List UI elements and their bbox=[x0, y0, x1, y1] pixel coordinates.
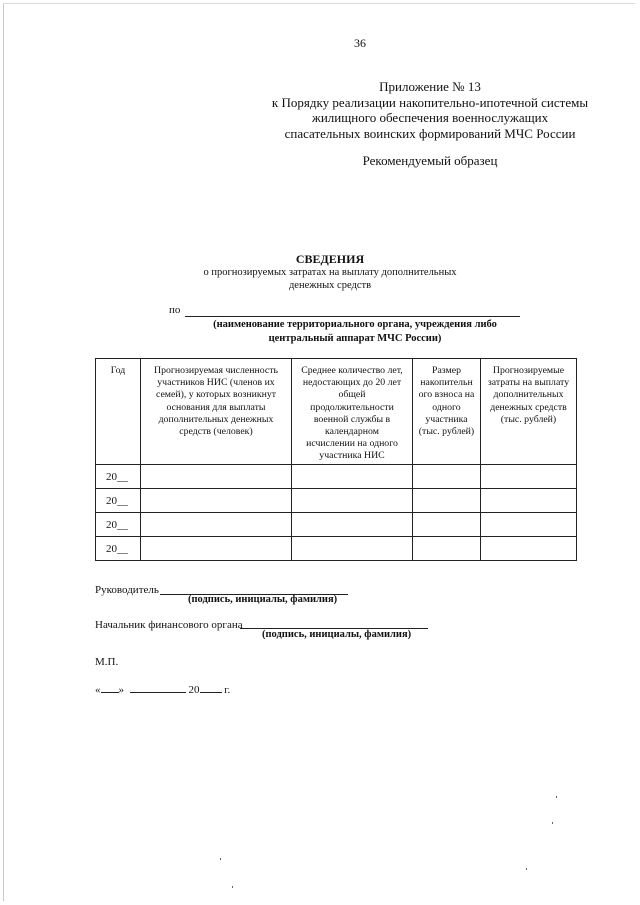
date-open-quote: « bbox=[95, 684, 101, 696]
table-row bbox=[96, 465, 577, 489]
contribution-cell[interactable] bbox=[413, 489, 481, 513]
table-row bbox=[96, 537, 577, 561]
appendix-line: Приложение № 13 bbox=[379, 79, 481, 94]
costs-cell[interactable] bbox=[481, 513, 577, 537]
participants-cell[interactable] bbox=[141, 513, 292, 537]
organization-fill-line[interactable] bbox=[185, 316, 520, 317]
head-signature-label: Руководитель bbox=[95, 584, 159, 596]
sample-label: Рекомендуемый образец bbox=[362, 153, 498, 168]
costs-cell[interactable] bbox=[481, 537, 577, 561]
scan-speck bbox=[556, 796, 557, 798]
caption-line: (наименование территориального органа, учреждения либо bbox=[213, 319, 497, 330]
head-signature-caption: (подпись, инициалы, фамилия) bbox=[188, 594, 338, 605]
participants-cell[interactable] bbox=[141, 465, 292, 489]
contribution-cell[interactable] bbox=[413, 465, 481, 489]
year-cell: 20__ bbox=[96, 465, 141, 489]
contribution-cell[interactable] bbox=[413, 537, 481, 561]
date-line bbox=[95, 681, 230, 696]
subtitle-line: денежных средств bbox=[288, 280, 372, 291]
scan-speck bbox=[552, 822, 553, 824]
caption-line: центральный аппарат МЧС России) bbox=[268, 333, 442, 344]
appendix-header bbox=[240, 79, 620, 141]
appendix-line: спасательных воинских формирований МЧС России bbox=[284, 125, 576, 141]
day-blank[interactable] bbox=[101, 681, 119, 693]
header-contribution-size: Размер накопительн ого взноса на одного участника (тыс. рублей) bbox=[413, 359, 481, 465]
header-average-years: Среднее количество лет, недостающих до 20 лет общей продолжительности военной службы в календарном исчислении на одного участника НИС bbox=[292, 359, 413, 465]
page-number: 36 bbox=[354, 36, 366, 50]
year-cell: 20__ bbox=[96, 489, 141, 513]
forecast-table bbox=[95, 358, 577, 561]
stamp-placeholder: М.П. bbox=[95, 656, 119, 668]
subtitle-line: о прогнозируемых затратах на выплату дополнительных bbox=[203, 267, 457, 278]
contribution-cell[interactable] bbox=[413, 513, 481, 537]
finance-signature-caption: (подпись, инициалы, фамилия) bbox=[262, 629, 412, 640]
table-header-row bbox=[96, 359, 577, 465]
scan-speck bbox=[526, 868, 527, 870]
header-participants-count: Прогнозируемая численность участников НИС (членов их семей), у которых возникнут основания для выплаты дополнительных денежных средств (человек) bbox=[141, 359, 292, 465]
participants-cell[interactable] bbox=[141, 489, 292, 513]
year-cell: 20__ bbox=[96, 513, 141, 537]
month-blank[interactable] bbox=[130, 681, 186, 693]
finance-signature-label: Начальник финансового органа bbox=[95, 619, 243, 631]
average-years-cell[interactable] bbox=[292, 513, 413, 537]
average-years-cell[interactable] bbox=[292, 537, 413, 561]
average-years-cell[interactable] bbox=[292, 489, 413, 513]
document-title: СВЕДЕНИЯ bbox=[295, 252, 365, 266]
organization-prefix: по bbox=[169, 304, 181, 316]
costs-cell[interactable] bbox=[481, 465, 577, 489]
table-row bbox=[96, 513, 577, 537]
organization-caption bbox=[190, 318, 520, 346]
header-forecast-costs: Прогнозируемые затраты на выплату дополнительных денежных средств (тыс. рублей) bbox=[481, 359, 577, 465]
date-close-quote: » bbox=[118, 684, 124, 696]
average-years-cell[interactable] bbox=[292, 465, 413, 489]
date-suffix: г. bbox=[224, 684, 231, 696]
table-row bbox=[96, 489, 577, 513]
appendix-line: жилищного обеспечения военнослужащих bbox=[311, 110, 549, 125]
header-year: Год bbox=[96, 359, 141, 465]
appendix-line: к Порядку реализации накопительно-ипотечной системы bbox=[271, 94, 589, 110]
costs-cell[interactable] bbox=[481, 489, 577, 513]
document-subtitle bbox=[150, 266, 510, 292]
year-cell: 20__ bbox=[96, 537, 141, 561]
scan-speck bbox=[220, 858, 221, 860]
participants-cell[interactable] bbox=[141, 537, 292, 561]
scan-speck bbox=[232, 886, 233, 888]
date-year-prefix: 20 bbox=[188, 684, 200, 696]
year-blank[interactable] bbox=[200, 681, 222, 693]
